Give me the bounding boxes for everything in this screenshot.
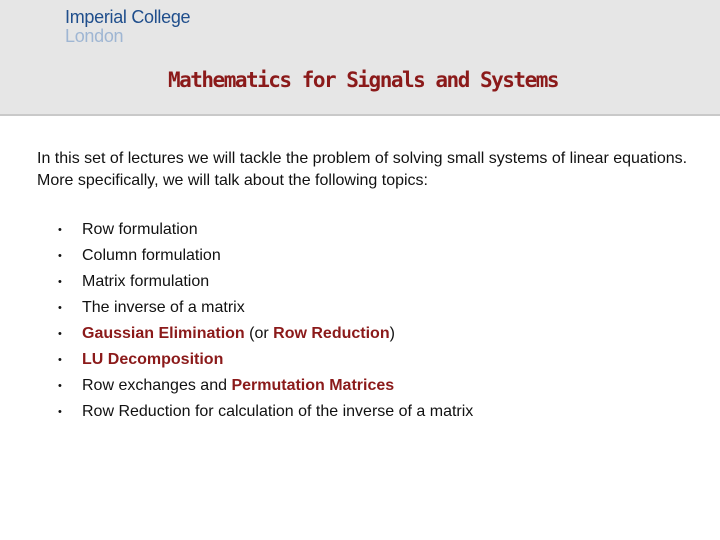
topic-item [58,349,473,375]
topic-item [58,219,473,245]
topic-text: Matrix formulation [82,273,210,290]
topic-text: ) [389,325,395,342]
bullet-icon: • [58,250,62,262]
topic-highlight: LU Decomposition [82,351,224,368]
topics-list [58,219,473,427]
bullet-icon: • [58,276,62,288]
topic-highlight: Row Reduction [273,325,390,342]
bullet-icon: • [58,380,62,392]
topic-item [58,323,473,349]
topic-text: Column formulation [82,247,221,264]
bullet-icon: • [58,302,62,314]
topic-item [58,245,473,271]
logo-line-2: London [65,26,124,46]
imperial-college-logo [65,8,190,45]
topic-item [58,271,473,297]
intro-paragraph: In this set of lectures we will tackle the problem of solving small systems of linear equations. More specifically, we will talk about the following topics: [37,150,688,189]
bullet-icon: • [58,224,62,236]
bullet-icon: • [58,328,62,340]
slide-header [0,0,720,116]
topic-highlight: Gaussian Elimination [82,325,245,342]
logo-line-1: Imperial College [65,7,191,27]
bullet-icon: • [58,406,62,418]
slide-title: Mathematics for Signals and Systems [167,68,558,92]
topic-highlight: Permutation Matrices [231,377,395,394]
topic-text: (or [244,325,274,342]
topic-item [58,297,473,323]
topic-text: The inverse of a matrix [82,299,245,316]
topic-text: Row exchanges and [82,377,232,394]
bullet-icon: • [58,354,62,366]
topic-item [58,401,473,427]
topic-item [58,375,473,401]
topic-text: Row Reduction for calculation of the inverse of a matrix [82,403,474,420]
topic-text: Row formulation [82,221,198,238]
